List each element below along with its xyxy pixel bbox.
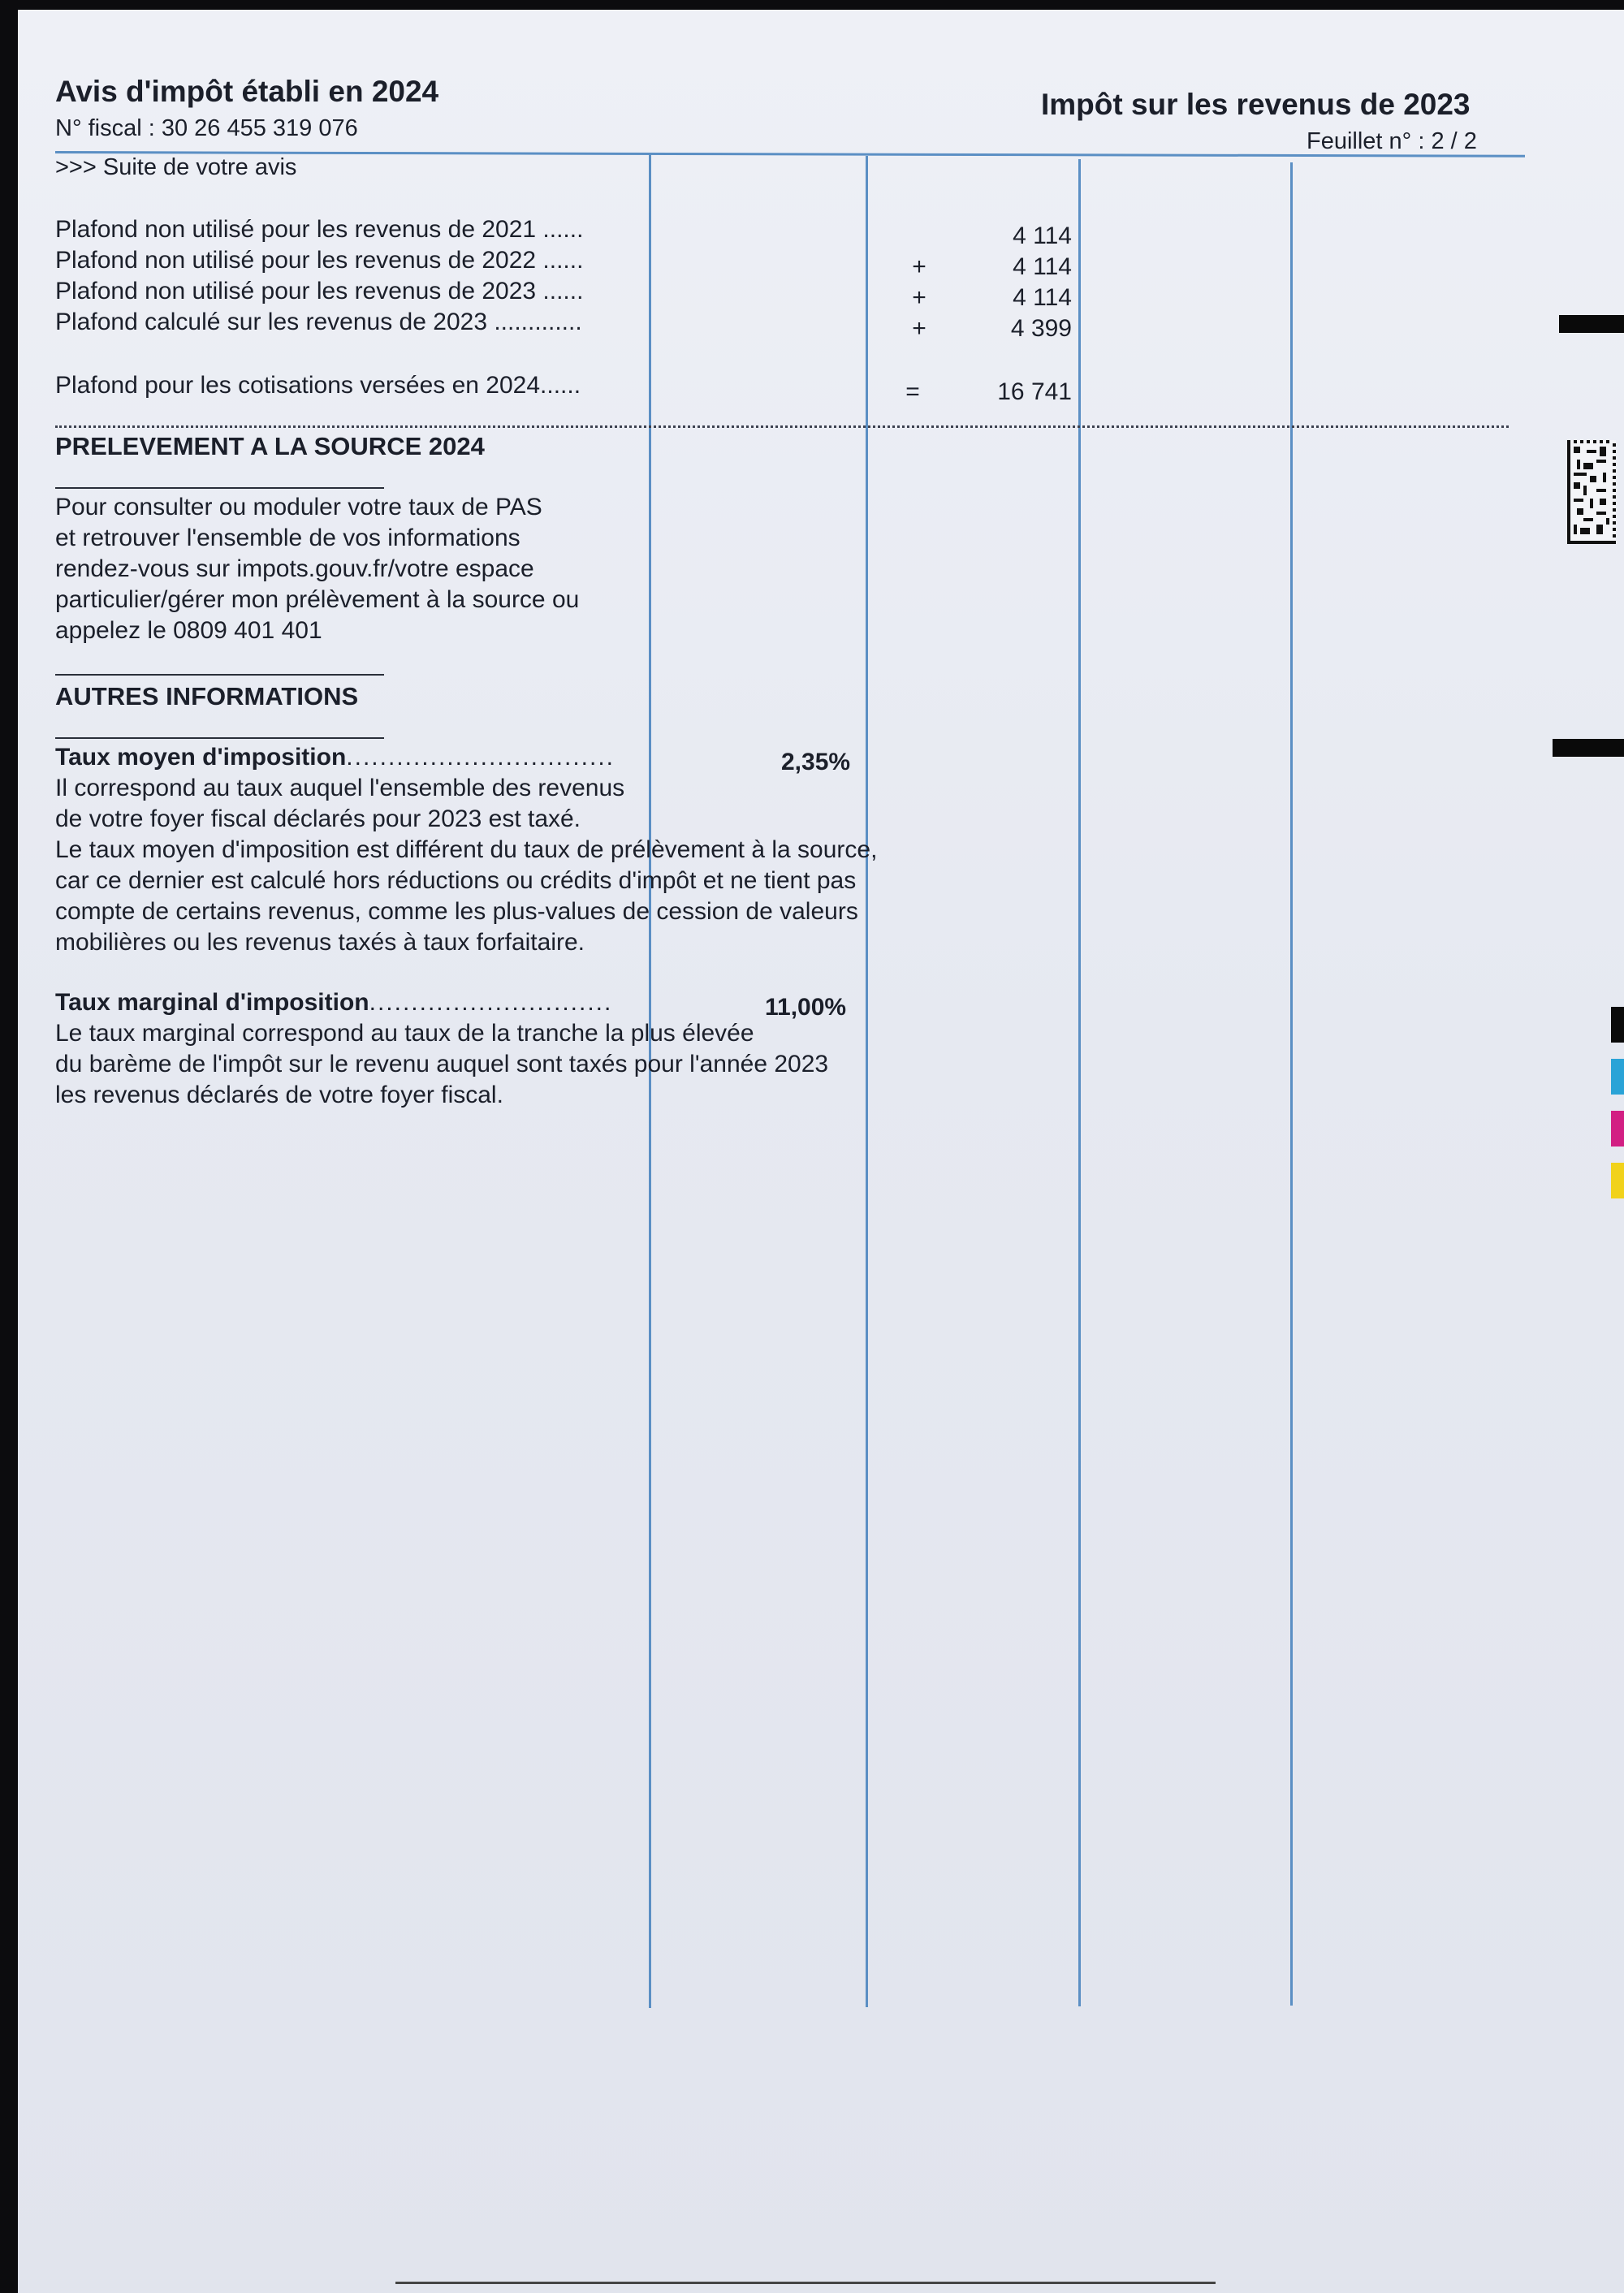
cyan-color-bar bbox=[1611, 1059, 1624, 1095]
registration-mark bbox=[1611, 1007, 1624, 1043]
datamatrix-code-icon bbox=[1567, 440, 1616, 544]
pas-text-line: appelez le 0809 401 401 bbox=[55, 617, 322, 644]
average-rate-text: car ce dernier est calculé hors réductions ou crédits d'impôt et ne tient pas bbox=[55, 867, 857, 894]
marginal-rate-dots: ............................. bbox=[369, 989, 613, 1016]
pas-heading: PRELEVEMENT A LA SOURCE 2024 bbox=[55, 432, 485, 460]
plafond-row-value: 4 399 bbox=[1010, 315, 1072, 342]
plafond-row-sign: + bbox=[912, 284, 926, 311]
section-divider bbox=[55, 425, 1509, 428]
other-info-heading: AUTRES INFORMATIONS bbox=[55, 682, 359, 710]
average-rate-text: compte de certains revenus, comme les plus-values de cession de valeurs bbox=[55, 898, 858, 925]
average-rate-label: Taux moyen d'imposition bbox=[55, 744, 347, 771]
marginal-rate-value: 11,00% bbox=[765, 994, 847, 1021]
column-rule-3 bbox=[1078, 159, 1081, 2006]
column-rule-2 bbox=[866, 156, 868, 2007]
plafond-row-sign: + bbox=[912, 315, 926, 342]
plafond-total-label: Plafond pour les cotisations versées en 2024...... bbox=[55, 372, 581, 399]
fiscal-number-label: N° fiscal : bbox=[55, 115, 155, 141]
income-year-title: Impôt sur les revenus de 2023 bbox=[1041, 88, 1471, 121]
other-info-top-rule bbox=[55, 674, 384, 676]
notice-title: Avis d'impôt établi en 2024 bbox=[55, 75, 439, 108]
sheet-number-label: Feuillet n° : bbox=[1307, 128, 1425, 154]
plafond-row-value: 4 114 bbox=[1013, 253, 1072, 280]
pas-text-line: rendez-vous sur impots.gouv.fr/votre espace bbox=[55, 555, 534, 582]
yellow-color-bar bbox=[1611, 1163, 1624, 1198]
column-rule-4 bbox=[1290, 162, 1293, 2006]
pas-text-line: Pour consulter ou moduler votre taux de PAS bbox=[55, 494, 542, 520]
plafond-row-label: Plafond non utilisé pour les revenus de 2021 ...... bbox=[55, 216, 584, 243]
registration-mark bbox=[1553, 739, 1624, 757]
continuation-note: >>> Suite de votre avis bbox=[55, 154, 297, 180]
plafond-row-value: 4 114 bbox=[1013, 284, 1072, 311]
marginal-rate-text: les revenus déclarés de votre foyer fiscal. bbox=[55, 1082, 503, 1108]
average-rate-text: mobilières ou les revenus taxés à taux forfaitaire. bbox=[55, 929, 585, 956]
fiscal-number-value: 30 26 455 319 076 bbox=[161, 115, 358, 141]
plafond-row-label: Plafond non utilisé pour les revenus de 2022 ...... bbox=[55, 247, 584, 274]
marginal-rate-text: du barème de l'impôt sur le revenu auquel sont taxés pour l'année 2023 bbox=[55, 1051, 829, 1077]
fiscal-number-line bbox=[55, 115, 358, 142]
average-rate-value: 2,35% bbox=[781, 749, 851, 775]
average-rate-text: de votre foyer fiscal déclarés pour 2023 est taxé. bbox=[55, 805, 581, 832]
sheet-number-value: 2 / 2 bbox=[1431, 128, 1477, 154]
plafond-row-label: Plafond non utilisé pour les revenus de 2023 ...... bbox=[55, 278, 584, 304]
plafond-row-label: Plafond calculé sur les revenus de 2023 ............. bbox=[55, 309, 582, 335]
pas-text-line: et retrouver l'ensemble de vos informations bbox=[55, 525, 520, 551]
sheet-number bbox=[1307, 128, 1477, 155]
marginal-rate-label: Taux marginal d'imposition bbox=[55, 989, 369, 1016]
marginal-rate-line bbox=[55, 989, 612, 1017]
bottom-edge-rule bbox=[395, 2282, 1216, 2284]
pas-text-line: particulier/gérer mon prélèvement à la source ou bbox=[55, 586, 580, 613]
plafond-row-value: 4 114 bbox=[1013, 222, 1072, 249]
tax-notice-page bbox=[18, 10, 1624, 2293]
other-info-heading-rule bbox=[55, 737, 384, 739]
registration-mark bbox=[1559, 315, 1624, 333]
plafond-total-value: 16 741 bbox=[997, 378, 1072, 405]
average-rate-dots: ................................ bbox=[346, 744, 615, 771]
average-rate-text: Le taux moyen d'imposition est différent du taux de prélèvement à la source, bbox=[55, 836, 878, 863]
magenta-color-bar bbox=[1611, 1111, 1624, 1146]
pas-heading-rule bbox=[55, 487, 384, 489]
plafond-total-sign: = bbox=[905, 378, 920, 405]
marginal-rate-text: Le taux marginal correspond au taux de la tranche la plus élevée bbox=[55, 1020, 754, 1047]
plafond-row-sign: + bbox=[912, 253, 926, 280]
average-rate-text: Il correspond au taux auquel l'ensemble des revenus bbox=[55, 775, 625, 801]
column-rule-1 bbox=[649, 153, 651, 2008]
average-rate-line bbox=[55, 744, 615, 771]
